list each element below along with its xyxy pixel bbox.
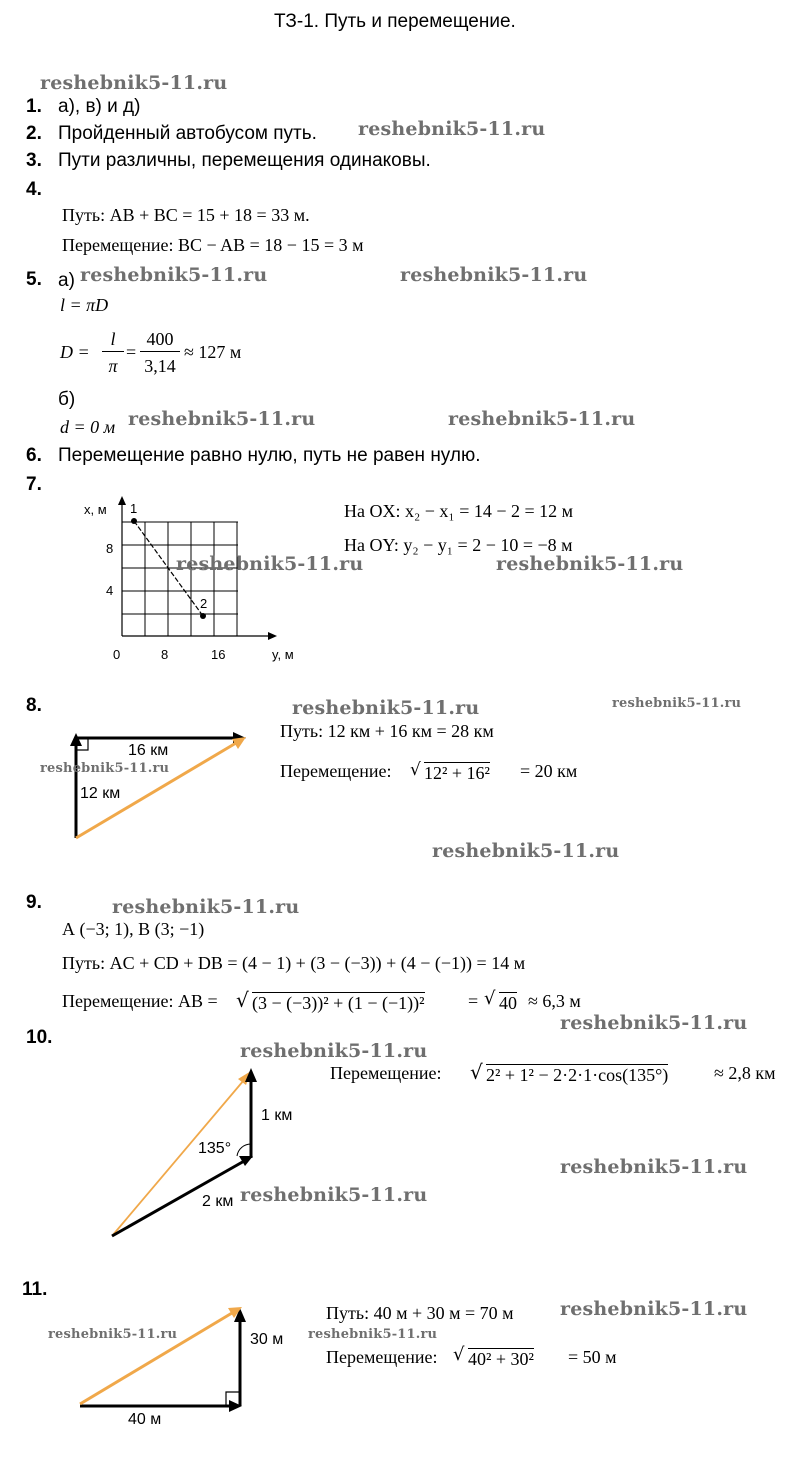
answer-number: 11. — [22, 1279, 48, 1300]
sqrt-symbol: √ — [470, 1060, 483, 1084]
watermark: reshebnik5-11.ru — [292, 697, 480, 719]
sqrt-radicand: 40² + 30² — [468, 1349, 534, 1369]
answer-9-points: А (−3; 1), В (3; −1) — [62, 919, 205, 939]
displacement-label: Перемещение: AB = — [62, 991, 218, 1011]
answer-8-path: Путь: 12 км + 16 км = 28 км — [280, 721, 494, 741]
graph-tick-label: 4 — [106, 583, 114, 598]
sqrt-radicand: 2² + 1² − 2·2·1·cos(135°) — [486, 1065, 669, 1085]
graph-tick-label: 8 — [106, 541, 114, 556]
watermark: reshebnik5-11.ru — [40, 72, 228, 94]
sqrt-radicand: 40 — [499, 993, 517, 1013]
answer-5-result: ≈ 127 м — [184, 342, 242, 362]
answer-3-text: Пути различны, перемещения одинаковы. — [58, 150, 431, 171]
answer-7-oy: На OY: y₂ − y₁ = 2 − 10 = −8 м — [344, 535, 573, 555]
graph-tick-label: 8 — [161, 647, 169, 662]
answer-number: 3. — [26, 150, 42, 171]
watermark: reshebnik5-11.ru — [358, 118, 546, 140]
answer-9-result: ≈ 6,3 м — [528, 991, 581, 1011]
answer-1-text: а), в) и д) — [58, 96, 141, 117]
sqrt-symbol: √ — [410, 760, 421, 780]
sqrt-radicand: 12² + 16² — [424, 763, 490, 783]
fraction-numerator: 400 — [146, 329, 174, 349]
watermark: reshebnik5-11.ru — [612, 696, 742, 711]
point-1-label: 1 — [130, 501, 138, 516]
watermark: reshebnik5-11.ru — [560, 1012, 748, 1034]
displacement-label: Перемещение: — [326, 1347, 438, 1367]
watermark: reshebnik5-11.ru — [308, 1327, 438, 1342]
part-b-label: б) — [58, 389, 76, 410]
answer-7-ox: На OX: x₂ − x₁ = 14 − 2 = 12 м — [344, 501, 574, 521]
watermark: reshebnik5-11.ru — [496, 553, 684, 575]
answer-number: 9. — [26, 892, 42, 913]
segment-label: 1 км — [261, 1107, 293, 1124]
answer-11-result: = 50 м — [568, 1347, 617, 1367]
graph-x-axis-label: y, м — [272, 647, 294, 662]
segment-label: 2 км — [202, 1193, 234, 1210]
part-a-label: а) — [58, 270, 75, 291]
graph-y-axis-label: x, м — [84, 502, 107, 517]
displacement-label: Перемещение: — [330, 1063, 442, 1083]
graph-tick-label: 16 — [211, 647, 226, 662]
watermark: reshebnik5-11.ru — [240, 1040, 428, 1062]
segment-label: 30 м — [250, 1331, 284, 1348]
answer-number: 7. — [26, 474, 42, 495]
watermark: reshebnik5-11.ru — [48, 1327, 178, 1342]
point-2-label: 2 — [200, 596, 208, 611]
angle-label: 135° — [198, 1140, 232, 1157]
answer-6-text: Перемещение равно нулю, путь не равен нулю. — [58, 445, 481, 466]
sqrt-symbol: √ — [236, 988, 249, 1012]
equals-sign: = — [468, 991, 479, 1011]
equals-sign: = — [126, 342, 137, 362]
fraction-denominator: π — [108, 356, 118, 376]
answer-number: 5. — [26, 269, 42, 290]
answer-4-path: Путь: AB + BC = 15 + 18 = 33 м. — [62, 205, 310, 225]
displacement-label: Перемещение: — [280, 761, 392, 781]
answer-4-displacement: Перемещение: BC − AB = 18 − 15 = 3 м — [62, 235, 364, 255]
answer-11-path: Путь: 40 м + 30 м = 70 м — [326, 1303, 514, 1323]
fraction-numerator: l — [110, 329, 116, 349]
watermark: reshebnik5-11.ru — [432, 840, 620, 862]
answer-2-text: Пройденный автобусом путь. — [58, 123, 317, 144]
watermark: reshebnik5-11.ru — [40, 761, 170, 776]
answer-number: 1. — [26, 96, 42, 117]
answer-8-result: = 20 км — [520, 761, 578, 781]
formula-d-lhs: D = — [60, 342, 90, 362]
sqrt-symbol: √ — [484, 988, 496, 1009]
answer-number: 4. — [26, 179, 42, 200]
watermark: reshebnik5-11.ru — [176, 553, 364, 575]
watermark: reshebnik5-11.ru — [240, 1184, 428, 1206]
sqrt-radicand: (3 − (−3))² + (1 − (−1))² — [252, 993, 425, 1013]
watermark: reshebnik5-11.ru — [560, 1156, 748, 1178]
sqrt-symbol: √ — [453, 1344, 465, 1365]
watermark: reshebnik5-11.ru — [560, 1298, 748, 1320]
segment-label: 16 км — [128, 742, 169, 759]
answer-number: 8. — [26, 695, 42, 716]
watermark: reshebnik5-11.ru — [80, 264, 268, 286]
segment-label: 40 м — [128, 1411, 162, 1428]
watermark: reshebnik5-11.ru — [400, 264, 588, 286]
formula-d-zero: d = 0 м — [60, 417, 116, 437]
answer-10-result: ≈ 2,8 км — [714, 1063, 776, 1083]
segment-label: 12 км — [80, 785, 121, 802]
formula-l-pi-d: l = πD — [60, 295, 109, 315]
fraction-denominator: 3,14 — [144, 356, 176, 376]
watermark: reshebnik5-11.ru — [128, 408, 316, 430]
page-title: ТЗ-1. Путь и перемещение. — [274, 11, 516, 32]
answer-9-path: Путь: AC + CD + DB = (4 − 1) + (3 − (−3)) + (4 − (−1)) = 14 м — [62, 953, 526, 973]
answer-number: 10. — [26, 1027, 53, 1048]
watermark: reshebnik5-11.ru — [112, 896, 300, 918]
graph-tick-label: 0 — [113, 647, 121, 662]
watermark: reshebnik5-11.ru — [448, 408, 636, 430]
answer-number: 2. — [26, 123, 42, 144]
answer-number: 6. — [26, 445, 42, 466]
